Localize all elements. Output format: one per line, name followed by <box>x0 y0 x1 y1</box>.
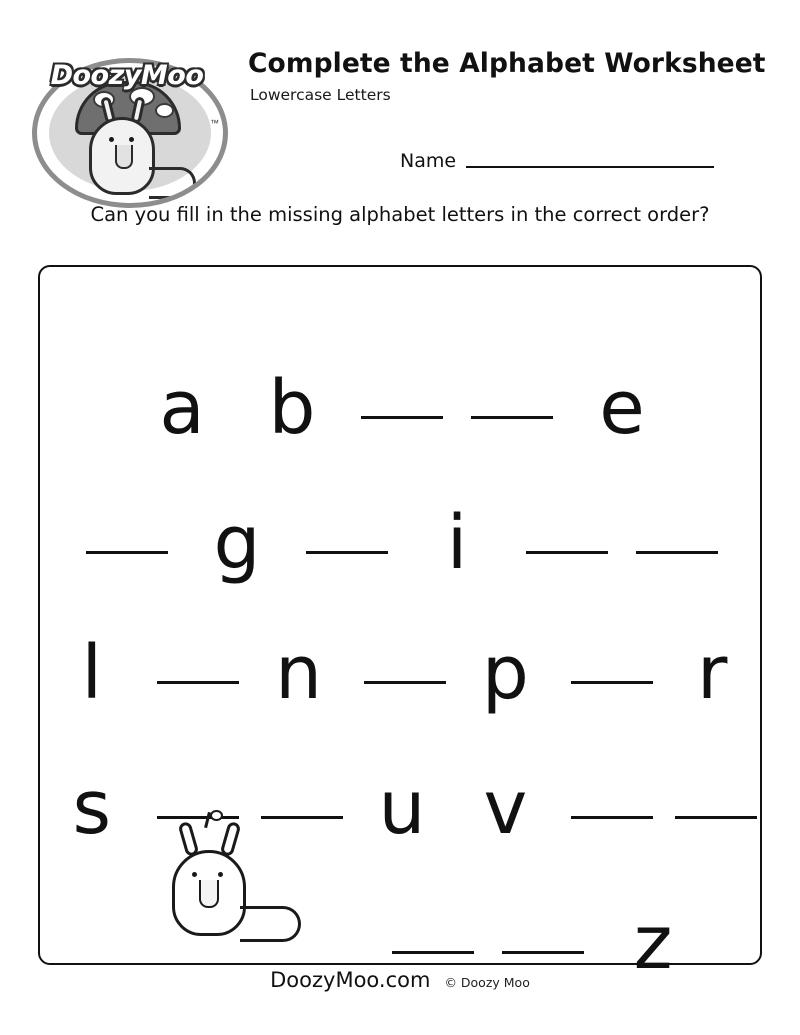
blank-write-line[interactable] <box>571 816 653 819</box>
name-field-row <box>400 150 714 172</box>
blank-write-line[interactable] <box>526 551 608 554</box>
blank-write-line[interactable] <box>306 551 388 554</box>
blank-cell[interactable] <box>378 872 488 968</box>
letter-cell <box>350 760 453 856</box>
blank-write-line[interactable] <box>471 416 553 419</box>
page-subtitle: Lowercase Letters <box>250 86 391 104</box>
blank-cell[interactable] <box>143 602 246 698</box>
blank-write-line[interactable] <box>392 951 474 954</box>
blank-write-line[interactable] <box>502 951 584 954</box>
letter-glyph: n <box>275 630 323 716</box>
blank-cell[interactable] <box>72 472 182 568</box>
mushroom-spot-icon <box>155 103 174 118</box>
blank-cell[interactable] <box>350 602 453 698</box>
blank-cell[interactable] <box>488 872 598 968</box>
mascot-eye-icon <box>218 872 223 877</box>
letter-glyph: g <box>213 500 261 586</box>
letter-glyph: u <box>378 765 426 851</box>
blank-cell[interactable] <box>347 337 457 433</box>
footer-site-name: DoozyMoo.com <box>270 968 431 992</box>
letter-cell <box>40 625 143 721</box>
mascot-mouth-icon <box>115 145 133 169</box>
mascot-illustration <box>140 810 300 950</box>
letter-glyph: l <box>81 630 102 716</box>
instruction-text: Can you fill in the missing alphabet letters in the correct order? <box>90 203 710 226</box>
letter-cell <box>661 625 764 721</box>
blank-write-line[interactable] <box>571 681 653 684</box>
letter-cell <box>454 760 557 856</box>
mascot-eye-icon <box>129 137 134 142</box>
name-label: Name <box>400 150 457 172</box>
blank-cell[interactable] <box>622 472 732 568</box>
blank-cell[interactable] <box>292 472 402 568</box>
blank-cell[interactable] <box>557 737 660 833</box>
mascot-mouth-icon <box>199 880 219 908</box>
letter-glyph: e <box>599 365 645 451</box>
letter-glyph: a <box>159 365 205 451</box>
blank-write-line[interactable] <box>157 681 239 684</box>
worksheet-row <box>40 337 764 456</box>
letter-cell <box>247 625 350 721</box>
letter-cell <box>567 360 677 456</box>
letter-cell <box>237 360 347 456</box>
footer-copyright: © Doozy Moo <box>444 975 530 990</box>
letter-glyph: z <box>633 900 673 986</box>
letter-cell <box>182 495 292 591</box>
blank-cell[interactable] <box>512 472 622 568</box>
mascot-antenna-tip-icon <box>210 810 223 821</box>
name-input-line[interactable] <box>466 166 714 168</box>
blank-write-line[interactable] <box>675 816 757 819</box>
worksheet-header <box>0 28 800 228</box>
blank-write-line[interactable] <box>361 416 443 419</box>
worksheet-row <box>40 602 764 721</box>
blank-cell[interactable] <box>457 337 567 433</box>
letter-cell <box>402 495 512 591</box>
blank-write-line[interactable] <box>86 551 168 554</box>
logo-wordmark: DoozyMoo <box>50 60 204 91</box>
letter-glyph: v <box>483 765 528 851</box>
letter-cell <box>454 625 557 721</box>
blank-write-line[interactable] <box>364 681 446 684</box>
letter-glyph: s <box>72 765 111 851</box>
blank-cell[interactable] <box>661 737 764 833</box>
letter-cell <box>127 360 237 456</box>
blank-cell[interactable] <box>557 602 660 698</box>
letter-glyph: b <box>268 365 316 451</box>
mascot-eye-icon <box>109 137 114 142</box>
mascot-tail-icon <box>240 906 301 942</box>
blank-write-line[interactable] <box>636 551 718 554</box>
trademark-symbol: ™ <box>210 118 219 128</box>
letter-glyph: p <box>481 630 529 716</box>
page-footer <box>0 968 800 992</box>
mascot-eye-icon <box>192 872 197 877</box>
worksheet-row <box>40 472 764 591</box>
letter-cell <box>40 760 143 856</box>
letter-glyph: i <box>446 500 468 586</box>
mascot-tail-icon <box>149 167 196 199</box>
page-title: Complete the Alphabet Worksheet <box>248 48 766 79</box>
doozy-moo-logo <box>22 40 222 210</box>
letter-glyph: r <box>697 630 728 716</box>
